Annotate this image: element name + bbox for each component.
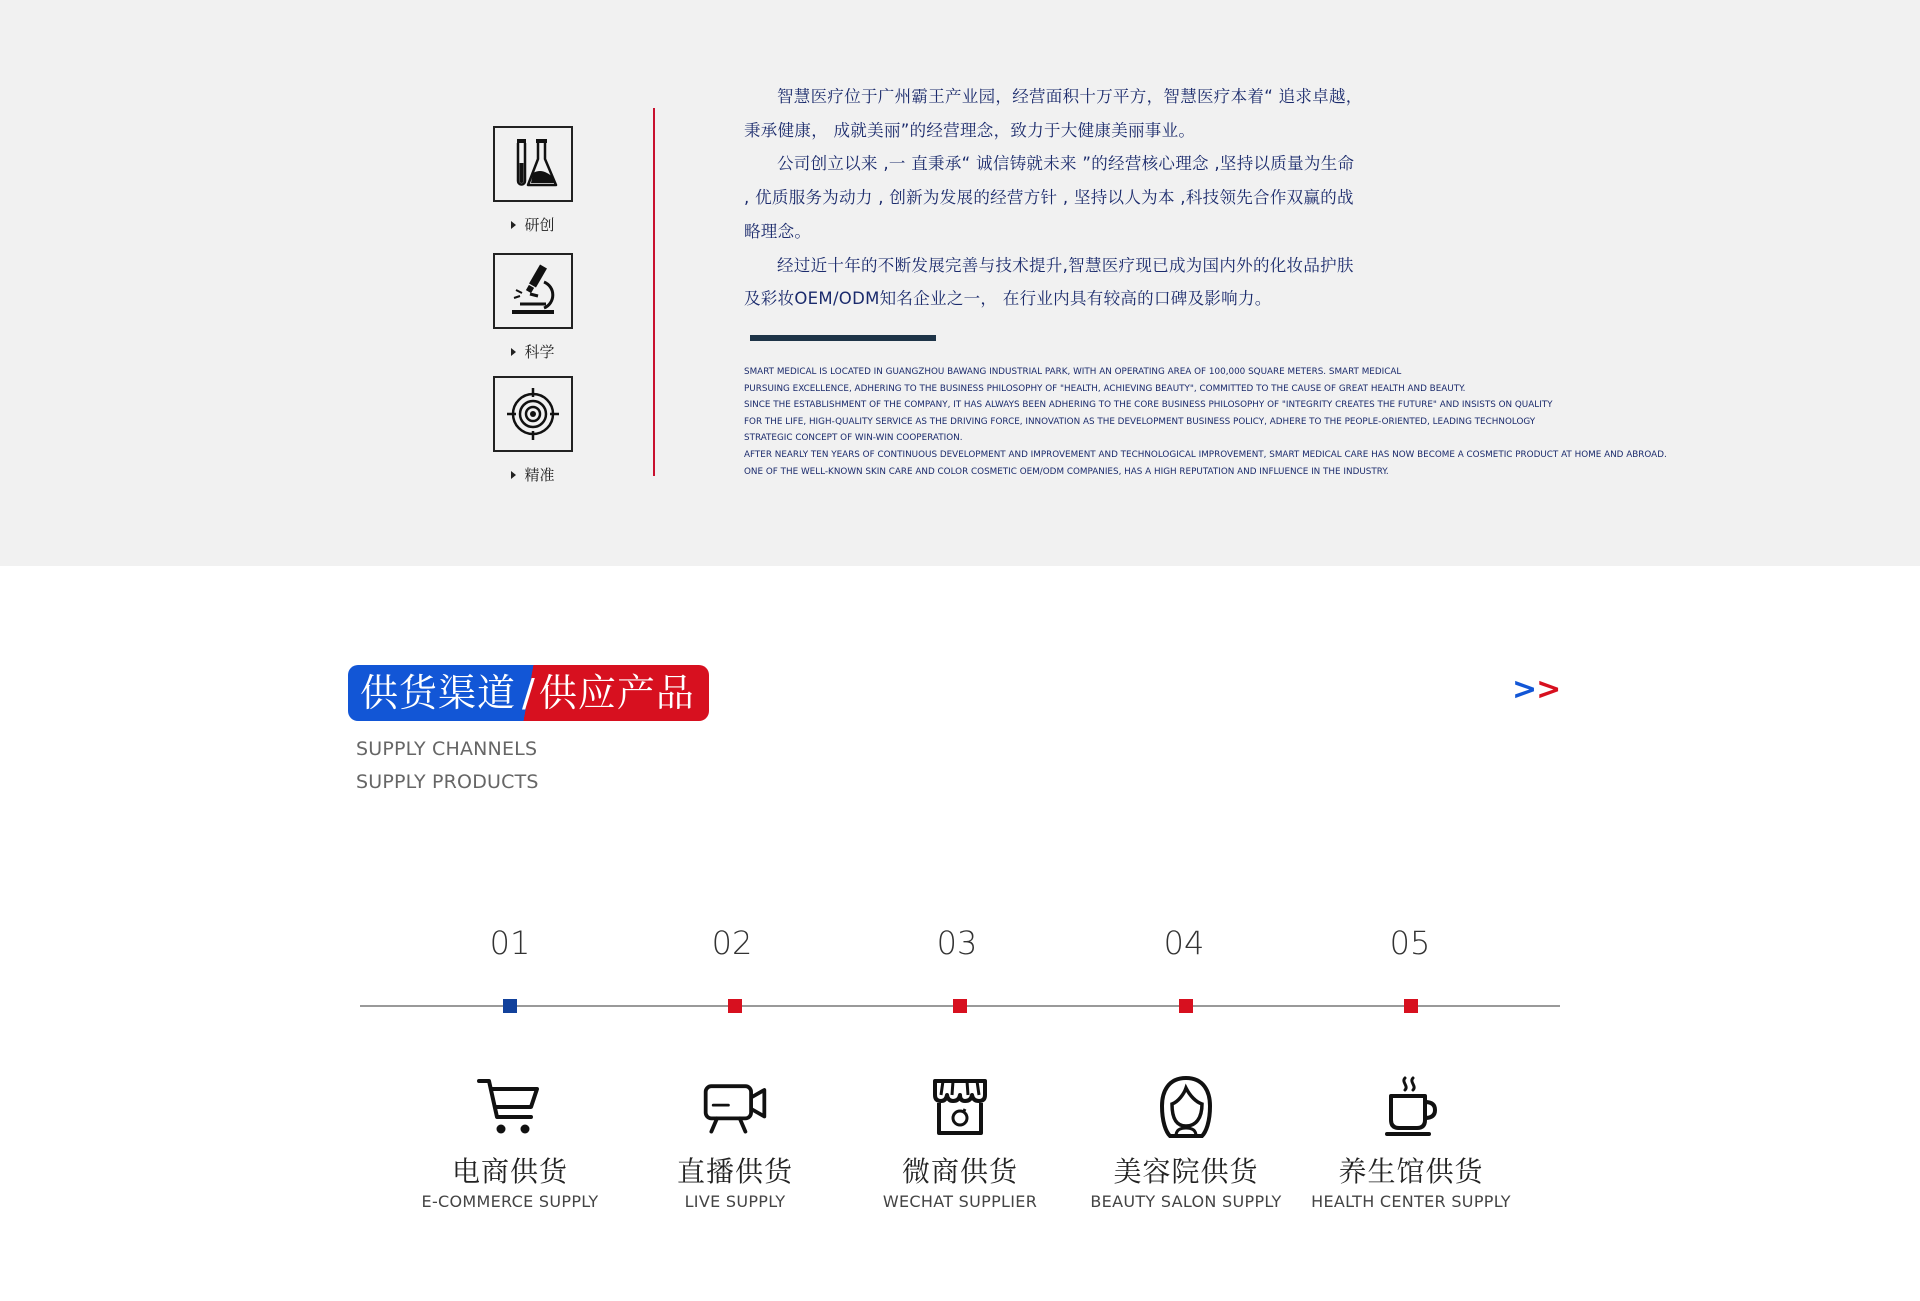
- about-line-en: ONE OF THE WELL-KNOWN SKIN CARE AND COLOR COSMETIC OEM/ODM COMPANIES, HAS A HIGH REPUTATION AND INFLUENCE IN THE INDUSTRY.: [744, 466, 1389, 477]
- step-number: 04: [1163, 924, 1205, 962]
- tea-cup-icon: [1376, 1072, 1446, 1142]
- about-line-en: SINCE THE ESTABLISHMENT OF THE COMPANY, IT HAS ALWAYS BEEN ADHERING TO THE CORE BUSINESS PHILOSOPHY OF "INTEGRITY CREATES THE FUTURE" AND INSISTS ON QUALITY: [744, 400, 1553, 411]
- step-number: 05: [1389, 924, 1431, 962]
- step-number: 02: [711, 924, 753, 962]
- timeline-dot[interactable]: [728, 999, 742, 1013]
- section-title: [348, 665, 709, 721]
- channel-label-en: E-COMMERCE SUPPLY: [421, 1192, 599, 1211]
- channel-label-en: LIVE SUPPLY: [684, 1192, 786, 1211]
- about-line-en: SMART MEDICAL IS LOCATED IN GUANGZHOU BAWANG INDUSTRIAL PARK, WITH AN OPERATING AREA OF 100,000 SQUARE METERS. SMART MEDICAL: [744, 367, 1402, 377]
- section-title-slash: /: [518, 665, 539, 721]
- more-arrow-icon: >: [1512, 672, 1537, 707]
- bullet-triangle-icon: [511, 471, 516, 479]
- shopping-cart-icon: [475, 1072, 545, 1142]
- channel-label-en: WECHAT SUPPLIER: [882, 1192, 1038, 1211]
- section-subtitle-products: SUPPLY PRODUCTS: [356, 771, 539, 793]
- feature-label: 科学: [524, 343, 555, 361]
- feature-precision: [491, 376, 575, 485]
- feature-science: [491, 253, 575, 362]
- channel-health-center[interactable]: [1301, 1072, 1521, 1211]
- channel-wechat[interactable]: [850, 1072, 1070, 1211]
- bullet-triangle-icon: [511, 348, 516, 356]
- channel-label-en: BEAUTY SALON SUPPLY: [1090, 1192, 1282, 1211]
- about-paragraph: 经过近十年的不断发展完善与技术提升,智慧医疗现已成为国内外的化妆品护肤及彩妆OEM/ODM知名企业之一， 在行业内具有较高的口碑及影响力。: [744, 255, 1354, 309]
- microscope-icon: [493, 253, 573, 329]
- lab-flask-icon: [493, 126, 573, 202]
- about-line-en: PURSUING EXCELLENCE, ADHERING TO THE BUSINESS PHILOSOPHY OF "HEALTH, ACHIEVING BEAUTY", COMMITTED TO THE CAUSE OF GREAT HEALTH AND BEAUTY.: [744, 383, 1466, 394]
- about-paragraph: 智慧医疗位于广州霸王产业园，经营面积十万平方，智慧医疗本着“ 追求卓越， 秉承健康， 成就美丽”的经营理念，致力于大健康美丽事业。: [744, 87, 1363, 140]
- video-camera-icon: [700, 1072, 770, 1142]
- channel-live[interactable]: [625, 1072, 845, 1211]
- about-paragraph: 公司创立以来 ,一 直秉承“ 诚信铸就未来 ”的经营核心理念 ,坚持以质量为生命 , 优质服务为动力 , 创新为发展的经营方针 , 坚持以人为本 ,科技领先合作双赢的战略理念。: [744, 154, 1355, 241]
- feature-label: 研创: [524, 216, 555, 234]
- section-subtitle-channels: SUPPLY CHANNELS: [356, 738, 538, 760]
- more-arrow-icon: >: [1536, 672, 1561, 707]
- more-link[interactable]: [1512, 672, 1560, 707]
- feature-research: [491, 126, 575, 235]
- bullet-triangle-icon: [511, 221, 516, 229]
- about-text-en: [744, 364, 1684, 480]
- channel-label-cn: 电商供货: [451, 1155, 568, 1188]
- about-line-en: AFTER NEARLY TEN YEARS OF CONTINUOUS DEVELOPMENT AND IMPROVEMENT AND TECHNOLOGICAL IMPROVEMENT, SMART MEDICAL CARE HAS NOW BECOME A COSMETIC PRODUCT AT HOME AND ABROAD.: [744, 449, 1667, 460]
- store-icon: [925, 1072, 995, 1142]
- step-number: 01: [489, 924, 531, 962]
- accent-bar: [750, 335, 936, 341]
- channel-label-en: HEALTH CENTER SUPPLY: [1311, 1192, 1511, 1211]
- target-icon: [493, 376, 573, 452]
- feature-label: 精准: [524, 466, 555, 484]
- section-title-part1: 供货渠道: [348, 665, 518, 721]
- channel-label-cn: 养生馆供货: [1338, 1155, 1484, 1188]
- channel-ecommerce[interactable]: [400, 1072, 620, 1211]
- channel-label-cn: 美容院供货: [1113, 1155, 1259, 1188]
- woman-face-icon: [1151, 1072, 1221, 1142]
- channel-beauty-salon[interactable]: [1076, 1072, 1296, 1211]
- timeline-dot[interactable]: [953, 999, 967, 1013]
- about-line-en: FOR THE LIFE, HIGH-QUALITY SERVICE AS THE DRIVING FORCE, INNOVATION AS THE DEVELOPMENT BUSINESS POLICY, ADHERE TO THE PEOPLE-ORIENTED, LEADING TECHNOLOGY: [744, 416, 1536, 427]
- timeline-dot[interactable]: [1179, 999, 1193, 1013]
- divider-line: [653, 108, 655, 476]
- channel-label-cn: 直播供货: [676, 1155, 793, 1188]
- section-title-part2: 供应产品: [539, 665, 709, 721]
- about-line-en: STRATEGIC CONCEPT OF WIN-WIN COOPERATION.: [744, 433, 963, 444]
- step-number: 03: [936, 924, 978, 962]
- timeline-dot-active[interactable]: [503, 999, 517, 1013]
- about-text-cn: [744, 80, 1364, 316]
- timeline-dot[interactable]: [1404, 999, 1418, 1013]
- channel-label-cn: 微商供货: [901, 1155, 1018, 1188]
